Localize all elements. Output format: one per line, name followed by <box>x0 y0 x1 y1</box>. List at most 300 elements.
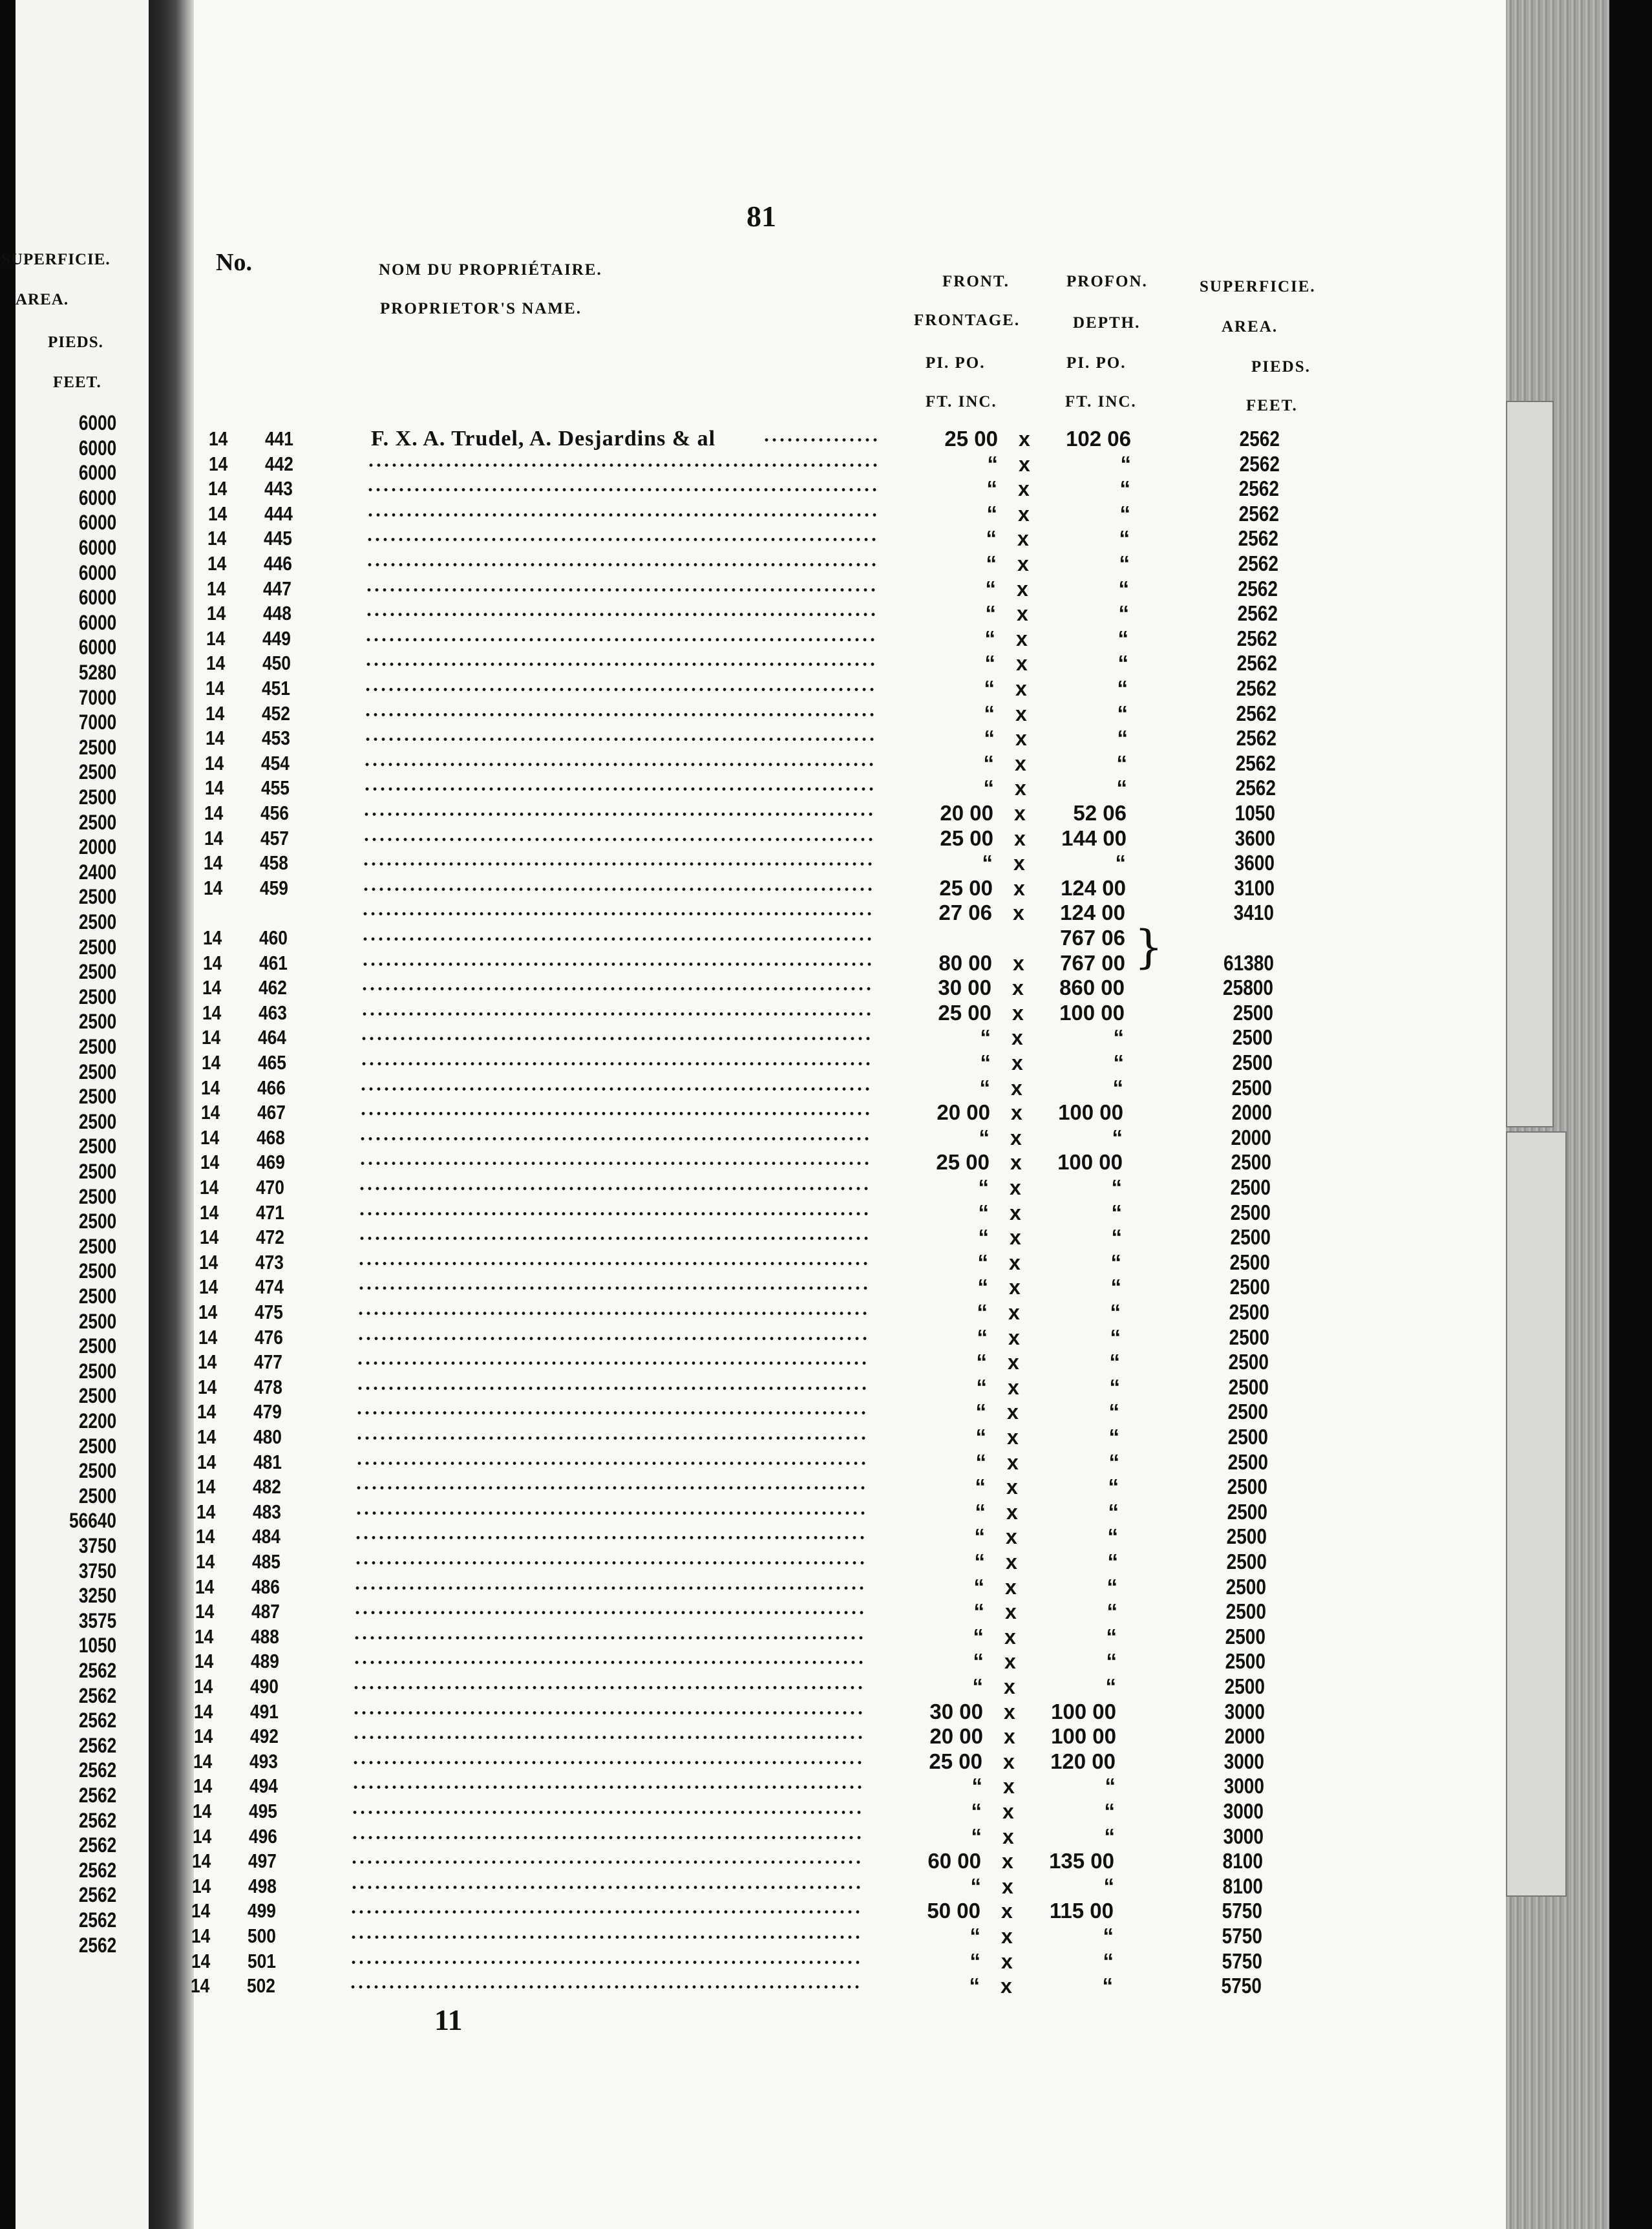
prev-area-value: 2562 <box>78 1933 116 1957</box>
frontage-value: “ <box>973 1649 984 1674</box>
depth-value: “ <box>1112 1075 1123 1100</box>
leader-dots <box>363 811 874 817</box>
area-value: 2000 <box>1231 1100 1272 1125</box>
concession-number: 14 <box>192 1850 211 1873</box>
area-value: 3000 <box>1223 1824 1264 1848</box>
leader-dots <box>361 961 873 967</box>
area-value: 1050 <box>1234 801 1275 825</box>
table-row <box>0 1524 1652 1549</box>
lot-number: 490 <box>250 1675 279 1698</box>
leader-dots <box>351 1835 863 1840</box>
header-area-units-fr: PIEDS. <box>1251 358 1311 376</box>
lot-number: 465 <box>258 1051 286 1074</box>
area-value: 5750 <box>1222 1899 1262 1923</box>
table-row <box>0 1325 1652 1350</box>
table-row <box>0 701 1652 726</box>
concession-number: 14 <box>193 1749 213 1773</box>
prev-area-value: 2500 <box>78 885 116 909</box>
multiply-mark: x <box>1014 826 1026 850</box>
prev-area-value: 2500 <box>78 1234 116 1258</box>
table-row <box>0 551 1652 576</box>
concession-number: 14 <box>208 502 228 525</box>
prev-area-value: 6000 <box>78 635 116 659</box>
concession-number: 14 <box>197 1425 217 1448</box>
prev-area-value: 6000 <box>78 586 116 610</box>
leader-dots <box>354 1610 865 1616</box>
lot-number: 493 <box>249 1749 278 1773</box>
depth-value: “ <box>1106 1624 1117 1648</box>
depth-value: “ <box>1108 1449 1119 1474</box>
prev-area-value: 6000 <box>78 485 116 509</box>
area-value: 2500 <box>1229 1325 1269 1349</box>
concession-number: 14 <box>194 1700 213 1723</box>
area-value: 2500 <box>1225 1649 1265 1674</box>
lot-number: 441 <box>265 427 293 450</box>
area-value: 2562 <box>1238 526 1278 551</box>
multiply-mark: x <box>1015 727 1027 751</box>
prev-area-value: 3575 <box>78 1608 116 1632</box>
depth-value: “ <box>1113 1025 1124 1050</box>
brace-mark: } <box>1134 921 1163 974</box>
table-row <box>0 1824 1652 1849</box>
leader-dots <box>352 1734 864 1740</box>
area-value: 2562 <box>1235 751 1276 775</box>
table-row <box>0 926 1652 950</box>
frontage-value: 50 00 <box>927 1899 980 1923</box>
depth-value: “ <box>1107 1574 1117 1599</box>
lot-number: 497 <box>248 1850 277 1873</box>
multiply-mark: x <box>1002 1824 1014 1848</box>
lot-number: 442 <box>265 452 293 475</box>
multiply-mark: x <box>1009 1250 1021 1274</box>
multiply-mark: x <box>1014 802 1026 825</box>
concession-number: 14 <box>197 1400 217 1424</box>
area-value: 2500 <box>1230 1225 1271 1250</box>
lot-number: 483 <box>253 1500 281 1523</box>
prev-area-value: 2500 <box>78 1010 116 1034</box>
table-row <box>0 1625 1652 1649</box>
prev-area-value: 2200 <box>78 1409 116 1433</box>
table-row <box>0 726 1652 751</box>
leader-dots <box>763 437 879 443</box>
frontage-value: “ <box>973 1599 984 1624</box>
table-row <box>0 801 1652 826</box>
depth-value: “ <box>1119 526 1130 551</box>
table-row <box>0 1025 1652 1050</box>
concession-number: 14 <box>195 1575 215 1598</box>
depth-value: 124 00 <box>1060 901 1125 925</box>
lot-number: 475 <box>255 1301 283 1323</box>
frontage-value: “ <box>987 451 998 476</box>
multiply-mark: x <box>1019 427 1030 451</box>
concession-number: 14 <box>205 751 224 774</box>
leader-dots <box>365 612 877 617</box>
concession-number: 14 <box>200 1226 219 1249</box>
depth-value: “ <box>1110 1275 1121 1299</box>
leader-dots <box>350 1934 862 1940</box>
table-row <box>0 1774 1652 1798</box>
leader-dots <box>362 861 874 867</box>
leader-dots <box>357 1285 869 1291</box>
leader-dots <box>360 1036 872 1041</box>
area-value: 2562 <box>1236 701 1276 725</box>
concession-number: 14 <box>195 1625 214 1648</box>
lot-number: 453 <box>262 727 290 750</box>
multiply-mark: x <box>1008 1301 1020 1324</box>
multiply-mark: x <box>1012 1001 1024 1025</box>
area-value: 2500 <box>1227 1499 1267 1524</box>
leader-dots <box>350 1884 862 1890</box>
frontage-value: “ <box>985 576 996 601</box>
table-row <box>0 1275 1652 1299</box>
multiply-mark: x <box>1017 552 1029 575</box>
area-value: 2500 <box>1228 1374 1269 1399</box>
area-value: 2000 <box>1231 1125 1271 1149</box>
leader-dots <box>363 786 875 792</box>
multiply-mark: x <box>1009 1275 1021 1299</box>
table-row <box>0 452 1652 476</box>
frontage-value: “ <box>975 1499 986 1524</box>
area-value: 2562 <box>1235 776 1276 800</box>
frontage-value: “ <box>983 751 994 775</box>
header-area-units-en: FEET. <box>1246 397 1298 414</box>
multiply-mark: x <box>1018 477 1030 501</box>
multiply-mark: x <box>1001 1949 1013 1973</box>
frontage-value: “ <box>972 1674 983 1698</box>
prev-area-value: 2500 <box>78 1184 116 1208</box>
area-value: 2562 <box>1238 476 1279 501</box>
multiply-mark: x <box>1011 1076 1022 1100</box>
frontage-value: 25 00 <box>936 1150 990 1175</box>
depth-value: 144 00 <box>1061 826 1127 850</box>
area-value: 2500 <box>1233 1000 1273 1025</box>
table-row <box>0 676 1652 701</box>
frontage-value: “ <box>979 1075 990 1100</box>
prev-area-header-en: AREA. <box>16 291 69 308</box>
depth-value: 860 00 <box>1059 976 1125 1000</box>
table-row <box>0 1749 1652 1774</box>
area-value: 8100 <box>1222 1873 1263 1898</box>
leader-dots <box>366 487 878 493</box>
area-value: 2562 <box>1238 501 1279 526</box>
table-row <box>0 776 1652 800</box>
frontage-value: 25 00 <box>938 1000 991 1025</box>
lot-number: 500 <box>248 1925 276 1947</box>
lot-number: 477 <box>254 1350 282 1374</box>
lot-number: 458 <box>260 851 288 875</box>
multiply-mark: x <box>1002 1850 1013 1873</box>
depth-value: “ <box>1110 1325 1121 1349</box>
area-value: 2562 <box>1236 676 1276 700</box>
lot-number: 480 <box>253 1425 282 1448</box>
leader-dots <box>364 712 876 718</box>
lot-number: 464 <box>258 1026 286 1049</box>
lot-number: 451 <box>262 677 290 699</box>
table-row <box>0 1001 1652 1025</box>
table-row <box>0 1100 1652 1125</box>
leader-dots <box>359 1086 871 1092</box>
frontage-value: 20 00 <box>940 801 993 825</box>
concession-number: 14 <box>207 602 226 625</box>
leader-dots <box>354 1585 865 1591</box>
multiply-mark: x <box>1008 1375 1019 1399</box>
leader-dots <box>364 736 876 742</box>
prev-area-value: 2500 <box>78 1459 116 1483</box>
prev-area-value: 2500 <box>78 1359 116 1383</box>
prev-area-value: 2562 <box>78 1808 116 1832</box>
leader-dots <box>352 1710 864 1716</box>
multiply-mark: x <box>1015 751 1026 775</box>
leader-dots <box>350 1859 862 1865</box>
lot-number: 484 <box>252 1525 281 1548</box>
leader-dots <box>361 1011 873 1017</box>
prev-area-value: 3250 <box>78 1584 116 1608</box>
prev-area-value: 6000 <box>78 411 116 434</box>
concession-number: 14 <box>196 1550 215 1573</box>
depth-value: 52 06 <box>1073 801 1127 825</box>
area-value: 2500 <box>1230 1175 1271 1199</box>
table-row <box>0 1924 1652 1948</box>
lot-number: 448 <box>263 602 291 625</box>
depth-value: “ <box>1118 576 1129 601</box>
depth-value: “ <box>1112 1125 1123 1149</box>
table-row <box>0 1849 1652 1873</box>
depth-value: “ <box>1116 751 1127 775</box>
table-row <box>0 1550 1652 1574</box>
prev-area-value: 2500 <box>78 1259 116 1283</box>
table-row <box>0 976 1652 1000</box>
depth-value: “ <box>1113 1051 1124 1074</box>
depth-value: 100 00 <box>1051 1724 1116 1749</box>
multiply-mark: x <box>1013 951 1024 975</box>
area-value: 2500 <box>1229 1275 1270 1299</box>
multiply-mark: x <box>1017 527 1029 551</box>
leader-dots <box>366 537 878 542</box>
header-depth-fr: PROFON. <box>1066 273 1148 290</box>
lot-number: 479 <box>253 1400 282 1424</box>
prev-area-value: 2562 <box>78 1883 116 1907</box>
table-row <box>0 476 1652 501</box>
multiply-mark: x <box>1017 602 1028 626</box>
frontage-value: “ <box>983 776 994 800</box>
leader-dots <box>350 1959 862 1965</box>
frontage-value: “ <box>973 1624 984 1648</box>
multiply-mark: x <box>1004 1650 1016 1674</box>
multiply-mark: x <box>1015 776 1026 800</box>
leader-dots <box>355 1460 867 1466</box>
depth-value: “ <box>1107 1599 1117 1624</box>
area-value: 2500 <box>1226 1550 1267 1573</box>
leader-dots <box>353 1659 865 1665</box>
area-value: 5750 <box>1222 1924 1262 1948</box>
area-value: 25800 <box>1222 976 1273 1000</box>
leader-dots <box>364 687 876 692</box>
depth-value: “ <box>1117 701 1128 725</box>
leader-dots <box>366 562 878 568</box>
area-value: 2500 <box>1227 1475 1267 1499</box>
table-row <box>0 1475 1652 1499</box>
prev-area-value: 6000 <box>78 536 116 559</box>
table-row <box>0 1874 1652 1899</box>
table-row <box>0 601 1652 626</box>
frontage-value: “ <box>984 676 995 700</box>
table-row <box>0 1575 1652 1599</box>
table-row <box>0 826 1652 851</box>
prev-area-value: 2500 <box>78 1085 116 1109</box>
area-value: 3000 <box>1223 1749 1264 1773</box>
multiply-mark: x <box>1011 1026 1023 1050</box>
area-value: 2562 <box>1237 576 1278 601</box>
concession-number: 14 <box>201 1101 220 1124</box>
table-row <box>0 1649 1652 1674</box>
leader-dots <box>358 1235 870 1241</box>
lot-number: 471 <box>256 1200 284 1224</box>
table-row <box>0 577 1652 601</box>
frontage-value: “ <box>977 1300 988 1324</box>
depth-value: “ <box>1118 601 1129 626</box>
frontage-value: “ <box>976 1374 987 1399</box>
depth-value: 135 00 <box>1049 1849 1114 1873</box>
table-row <box>0 1250 1652 1275</box>
leader-dots <box>350 1909 862 1915</box>
concession-number: 14 <box>207 527 227 550</box>
lot-number: 454 <box>261 751 290 774</box>
multiply-mark: x <box>1006 1475 1018 1499</box>
prev-area-value: 2500 <box>78 735 116 759</box>
depth-value: “ <box>1117 651 1128 676</box>
table-row <box>0 901 1652 925</box>
lot-number: 468 <box>257 1125 285 1149</box>
header-front-en: FRONTAGE. <box>914 312 1021 329</box>
area-value: 3100 <box>1234 875 1275 900</box>
area-value: 3000 <box>1224 1699 1265 1723</box>
table-row <box>0 626 1652 651</box>
prev-area-value: 2500 <box>78 1135 116 1158</box>
depth-value: 115 00 <box>1049 1899 1114 1923</box>
concession-number: 14 <box>198 1325 218 1349</box>
leader-dots <box>355 1510 867 1516</box>
frontage-value: 20 00 <box>937 1100 990 1125</box>
lot-number: 452 <box>262 701 290 725</box>
header-area-en: AREA. <box>1222 318 1278 336</box>
leader-dots <box>363 762 875 767</box>
frontage-value: “ <box>971 1824 982 1848</box>
multiply-mark: x <box>1008 1325 1020 1349</box>
table-row <box>0 1375 1652 1400</box>
header-name-en: PROPRIETOR'S NAME. <box>380 300 582 317</box>
table-row <box>0 1674 1652 1699</box>
table-row <box>0 1724 1652 1749</box>
frontage-value: 25 00 <box>939 875 993 900</box>
table-row <box>0 1500 1652 1524</box>
concession-number: 14 <box>195 1600 215 1623</box>
prev-area-value: 6000 <box>78 436 116 460</box>
area-value: 2500 <box>1229 1250 1270 1274</box>
lot-number: 492 <box>250 1725 279 1748</box>
concession-number: 14 <box>203 926 222 949</box>
leader-dots <box>352 1685 864 1690</box>
header-depth-en: DEPTH. <box>1073 314 1141 332</box>
frontage-value: “ <box>969 1948 980 1973</box>
area-value: 3410 <box>1233 901 1274 925</box>
leader-dots <box>357 1261 869 1266</box>
lot-number: 495 <box>249 1800 277 1822</box>
concession-number: 14 <box>204 851 223 875</box>
depth-value: “ <box>1103 1948 1114 1973</box>
concession-number: 14 <box>202 976 222 999</box>
prev-area-value: 2500 <box>78 985 116 1008</box>
lot-number: 463 <box>259 1001 287 1024</box>
frontage-value: “ <box>969 1924 980 1948</box>
leader-dots <box>360 1061 872 1067</box>
prev-area-value: 7000 <box>78 685 116 709</box>
area-value: 2500 <box>1232 1025 1273 1050</box>
lot-number: 474 <box>255 1275 284 1299</box>
depth-value: “ <box>1119 501 1130 526</box>
table-row <box>0 876 1652 901</box>
leader-dots <box>358 1186 870 1191</box>
concession-number: 14 <box>200 1200 219 1224</box>
multiply-mark: x <box>1005 1575 1017 1599</box>
concession-number: 14 <box>191 1899 211 1923</box>
prev-area-value: 2562 <box>78 1784 116 1807</box>
depth-value: 767 00 <box>1060 950 1125 975</box>
prev-area-value: 2562 <box>78 1683 116 1707</box>
prev-area-value: 2500 <box>78 1434 116 1458</box>
leader-dots <box>363 837 874 842</box>
concession-number: 14 <box>206 727 225 750</box>
frontage-value: “ <box>985 601 996 626</box>
depth-value: “ <box>1106 1649 1117 1674</box>
concession-number: 14 <box>208 477 228 500</box>
frontage-value: “ <box>984 626 995 650</box>
depth-value: “ <box>1111 1225 1122 1250</box>
concession-number: 14 <box>201 1076 220 1099</box>
multiply-mark: x <box>1003 1749 1015 1773</box>
multiply-mark: x <box>1019 452 1030 476</box>
table-row <box>0 427 1652 451</box>
prev-area-value: 2562 <box>78 1659 116 1682</box>
multiply-mark: x <box>1005 1600 1017 1624</box>
prev-area-value: 2400 <box>78 860 116 884</box>
frontage-value: “ <box>975 1475 986 1499</box>
table-row <box>0 502 1652 526</box>
prev-area-value: 2000 <box>78 835 116 859</box>
area-value: 3600 <box>1234 851 1275 875</box>
multiply-mark: x <box>1010 1200 1021 1224</box>
depth-value: “ <box>1119 551 1130 575</box>
frontage-value: 25 00 <box>944 427 998 451</box>
table-row <box>0 1400 1652 1424</box>
depth-value: 124 00 <box>1061 875 1126 900</box>
lot-number: 469 <box>257 1151 285 1174</box>
multiply-mark: x <box>1012 976 1024 1000</box>
lot-number: 498 <box>248 1874 277 1897</box>
leader-dots <box>359 1111 871 1116</box>
multiply-mark: x <box>1004 1725 1015 1749</box>
lot-number: 489 <box>251 1650 279 1673</box>
frontage-value: 20 00 <box>929 1724 983 1749</box>
lot-number: 491 <box>250 1700 279 1723</box>
frontage-value: “ <box>975 1425 986 1449</box>
frontage-value: “ <box>970 1873 981 1898</box>
concession-number: 14 <box>193 1800 212 1822</box>
frontage-value: “ <box>978 1225 989 1250</box>
leader-dots <box>354 1535 866 1541</box>
multiply-mark: x <box>1010 1226 1021 1250</box>
depth-value: “ <box>1110 1250 1121 1274</box>
frontage-value: 25 00 <box>940 826 993 850</box>
